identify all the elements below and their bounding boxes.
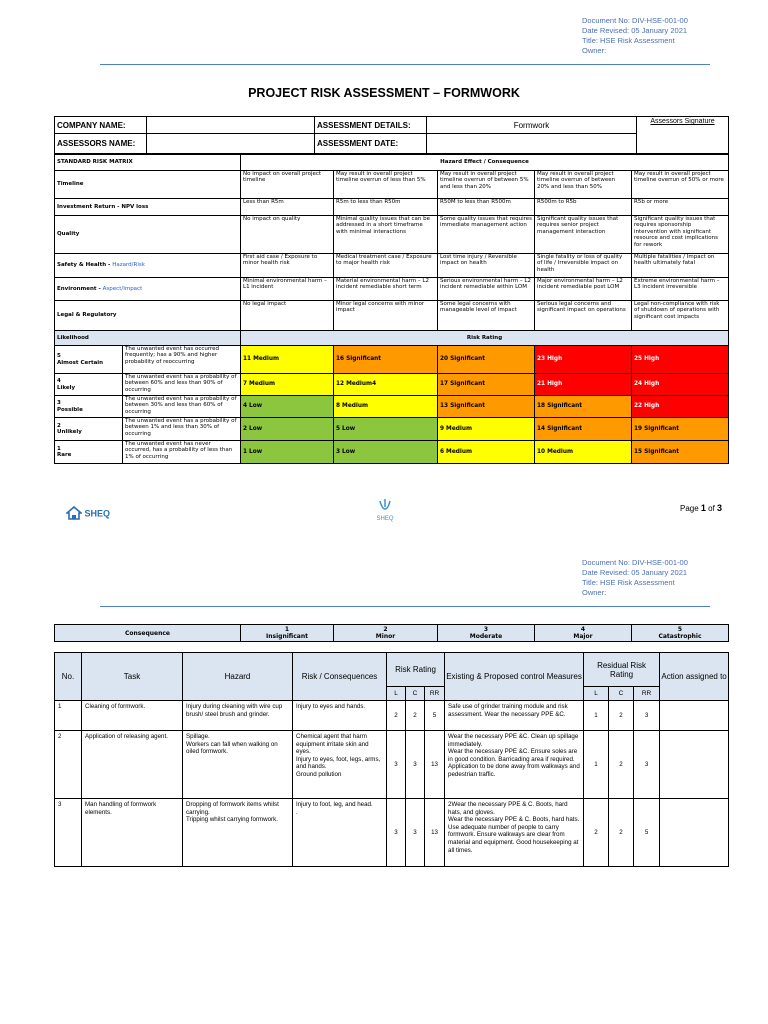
cell-rr: 13 <box>425 731 445 799</box>
col-res-rr: RR <box>634 687 660 701</box>
assessment-header-table <box>54 116 729 154</box>
company-name-field[interactable] <box>147 117 315 134</box>
matrix-cell: Serious legal concerns and significant impact on operations <box>535 301 632 331</box>
likelihood-label: Likelihood <box>55 331 241 346</box>
sheq-logo-left: SHEQ <box>66 506 110 522</box>
risk-rating-cell: 12 Medium4 <box>334 374 438 396</box>
cell-rc: 2 <box>609 701 634 731</box>
risk-rating-label: Risk Rating <box>241 331 729 346</box>
header-divider <box>100 606 710 607</box>
matrix-cell: R5b or more <box>632 199 729 216</box>
task-risk-table <box>54 652 729 867</box>
risk-rating-cell: 13 Significant <box>438 396 535 418</box>
matrix-cell: Minor legal concerns with minor impact <box>334 301 438 331</box>
col-measures: Existing & Proposed control Measures <box>445 653 584 701</box>
cell-no: 1 <box>55 701 82 731</box>
page-number: Page 1 of 3 <box>680 503 723 513</box>
cell-task: Cleaning of formwork. <box>82 701 183 731</box>
doc-title: Title: HSE Risk Assessment <box>582 36 675 45</box>
col-res-c: C <box>609 687 634 701</box>
risk-rating-cell: 16 Significant <box>334 346 438 374</box>
col-c: C <box>406 687 425 701</box>
likelihood-description: The unwanted event has a probability of between 30% and less than 60% of occurring <box>123 396 241 418</box>
doc-number: Document No: DIV-HSE-001-00 <box>582 558 688 567</box>
risk-rating-cell: 21 High <box>535 374 632 396</box>
matrix-cell: May result in overall project timeline overrun of 50% or more <box>632 171 729 199</box>
col-risk: Risk / Consequences <box>293 653 387 701</box>
col-action: Action assigned to <box>660 653 729 701</box>
risk-rating-cell: 17 Significant <box>438 374 535 396</box>
matrix-cell: Some legal concerns with manageable level of impact <box>438 301 535 331</box>
matrix-cell: No impact on overall project timeline <box>241 171 334 199</box>
cell-hazard: Injury during cleaning with wire cup brush/ steel brush and grinder. <box>183 701 293 731</box>
doc-owner: Owner: <box>582 588 607 597</box>
house-logo-icon <box>66 506 82 522</box>
details-value[interactable]: Formwork <box>427 117 637 134</box>
likelihood-description: The unwanted event has a probability of between 60% and less than 90% of occurring <box>123 374 241 396</box>
cell-measures: 2Wear the necessary PPE & C. Boots, hard hats, and gloves. Wear the necessary PPE & C. Boots, hard hats. Use adequate number of people to carry formwork. Ensure walkways are clear from material and equipment. Good housekeeping at all times. <box>445 799 584 867</box>
assessors-label: ASSESSORS NAME: <box>55 134 147 154</box>
matrix-cell: R50M to less than R500m <box>438 199 535 216</box>
cell-risk: Chemical agent that harm equipment irritate skin and eyes. Injury to eyes, foot, legs, arms, and hands. Ground pollution <box>293 731 387 799</box>
risk-rating-cell: 10 Medium <box>535 441 632 464</box>
risk-rating-cell: 2 Low <box>241 418 334 441</box>
risk-matrix-table <box>54 154 729 464</box>
cell-l: 2 <box>387 701 406 731</box>
matrix-cell: R5m to less than R50m <box>334 199 438 216</box>
matrix-cell: Medical treatment case / Exposure to major health risk <box>334 254 438 278</box>
date-field[interactable] <box>427 134 637 154</box>
cell-l: 3 <box>387 731 406 799</box>
cell-hazard: Spillage. Workers can fall when walking on oiled formwork. <box>183 731 293 799</box>
risk-rating-cell: 18 Significant <box>535 396 632 418</box>
matrix-cell: Significant quality issues that requires sponsorship intervention with significant resource and cost implications for rework <box>632 216 729 254</box>
cell-rl: 2 <box>584 799 609 867</box>
table-row <box>55 731 729 799</box>
date-label: ASSESSMENT DATE: <box>315 134 427 154</box>
page-title: PROJECT RISK ASSESSMENT – FORMWORK <box>248 86 520 100</box>
matrix-cell: Minimal environmental harm – L1 incident <box>241 278 334 301</box>
matrix-cell: Legal non-compliance with risk of shutdown of operations with significant cost impacts <box>632 301 729 331</box>
cell-rc: 2 <box>609 731 634 799</box>
likelihood-description: The unwanted event has occurred frequently; has a 90% and higher probability of reoccurring <box>123 346 241 374</box>
sheq-mark-icon <box>378 499 392 511</box>
matrix-cell: Material environmental harm – L2 incident remediable short term <box>334 278 438 301</box>
matrix-cell: Extreme environmental harm – L3 incident irreversible <box>632 278 729 301</box>
details-label: ASSESSMENT DETAILS: <box>315 117 427 134</box>
cell-rc: 2 <box>609 799 634 867</box>
cell-rr: 13 <box>425 799 445 867</box>
matrix-cell: R500m to R5b <box>535 199 632 216</box>
risk-rating-cell: 23 High <box>535 346 632 374</box>
assessors-name-field[interactable] <box>147 134 315 154</box>
likelihood-description: The unwanted event has never occurred, has a probability of less than 1% of occurring <box>123 441 241 464</box>
consequence-level: 3 Moderate <box>438 625 535 642</box>
matrix-row-label: Environment - Aspect/Impact <box>55 278 241 301</box>
matrix-cell: Minimal quality issues that can be addressed in a short timeframe with minimal interactions <box>334 216 438 254</box>
cell-action[interactable] <box>660 799 729 867</box>
consequence-table <box>54 624 729 642</box>
consequence-level: 5 Catastrophic <box>632 625 729 642</box>
consequence-label: Consequence <box>55 625 241 642</box>
col-task: Task <box>82 653 183 701</box>
cell-c: 3 <box>406 799 425 867</box>
cell-hazard: Dropping of formwork items whilst carrying. Tripping whilst carrying formwork. <box>183 799 293 867</box>
consequence-level: 2 Minor <box>334 625 438 642</box>
risk-rating-cell: 15 Significant <box>632 441 729 464</box>
risk-rating-cell: 4 Low <box>241 396 334 418</box>
cell-rrr: 5 <box>634 799 660 867</box>
consequence-level: 4 Major <box>535 625 632 642</box>
cell-c: 2 <box>406 701 425 731</box>
matrix-cell: Multiple fatalities / Impact on health ultimately fatal <box>632 254 729 278</box>
cell-risk: Injury to eyes and hands. <box>293 701 387 731</box>
matrix-row-label: Quality <box>55 216 241 254</box>
signature-label: Assessors Signature <box>637 117 729 154</box>
risk-rating-cell: 24 High <box>632 374 729 396</box>
col-hazard: Hazard <box>183 653 293 701</box>
aspect-impact-link[interactable]: Aspect/Impact <box>102 285 143 292</box>
risk-rating-cell: 14 Significant <box>535 418 632 441</box>
matrix-cell: Significant quality issues that requires senior project management interaction <box>535 216 632 254</box>
col-residual: Residual Risk Rating <box>584 653 660 687</box>
likelihood-level: 5 Almost Certain <box>55 346 123 374</box>
sheq-logo-center: SHEQ <box>372 498 398 522</box>
cell-l: 3 <box>387 799 406 867</box>
likelihood-level: 1 Rare <box>55 441 123 464</box>
cell-risk: Injury to foot, leg, and head. . <box>293 799 387 867</box>
matrix-cell: Serious environmental harm – L2 incident remediable within LOM <box>438 278 535 301</box>
matrix-cell: Single fatality or loss of quality of life / Irreversible impact on health <box>535 254 632 278</box>
col-res-l: L <box>584 687 609 701</box>
doc-title: Title: HSE Risk Assessment <box>582 578 675 587</box>
risk-rating-cell: 9 Medium <box>438 418 535 441</box>
cell-rr: 5 <box>425 701 445 731</box>
table-row <box>55 799 729 867</box>
matrix-cell: May result in overall project timeline overrun of less than 5% <box>334 171 438 199</box>
col-no: No. <box>55 653 82 701</box>
cell-rrr: 3 <box>634 701 660 731</box>
matrix-cell: Major environmental harm – L2 incident remediable post LOM <box>535 278 632 301</box>
cell-task: Man handling of formwork elements. <box>82 799 183 867</box>
matrix-row-label: Safety & Health - Hazard/Risk <box>55 254 241 278</box>
cell-rl: 1 <box>584 731 609 799</box>
cell-no: 3 <box>55 799 82 867</box>
cell-measures: Safe use of grinder training module and risk assessment. Wear the necessary PPE &C. <box>445 701 584 731</box>
likelihood-level: 3 Possible <box>55 396 123 418</box>
risk-rating-cell: 22 High <box>632 396 729 418</box>
cell-rl: 1 <box>584 701 609 731</box>
risk-rating-cell: 1 Low <box>241 441 334 464</box>
doc-number: Document No: DIV-HSE-001-00 <box>582 16 688 25</box>
matrix-row-label: Legal & Regulatory <box>55 301 241 331</box>
cell-c: 3 <box>406 731 425 799</box>
doc-date: Date Revised: 05 January 2021 <box>582 26 688 35</box>
doc-owner: Owner: <box>582 46 607 55</box>
matrix-cell: Less than R5m <box>241 199 334 216</box>
risk-rating-cell: 6 Medium <box>438 441 535 464</box>
likelihood-level: 4 Likely <box>55 374 123 396</box>
cell-action[interactable] <box>660 701 729 731</box>
matrix-cell: May result in overall project timeline overrun of between 5% and less than 20% <box>438 171 535 199</box>
risk-rating-cell: 20 Significant <box>438 346 535 374</box>
col-rr: RR <box>425 687 445 701</box>
risk-rating-cell: 3 Low <box>334 441 438 464</box>
matrix-cell: May result in overall project timeline overrun of between 20% and less than 50% <box>535 171 632 199</box>
consequence-level: 1 Insignificant <box>241 625 334 642</box>
matrix-row-label: Timeline <box>55 171 241 199</box>
matrix-cell: No impact on quality <box>241 216 334 254</box>
standard-matrix-label: STANDARD RISK MATRIX <box>55 155 241 171</box>
matrix-cell: First aid case / Exposure to minor health risk <box>241 254 334 278</box>
hazard-risk-link[interactable]: Hazard/Risk <box>112 262 145 269</box>
risk-rating-cell: 5 Low <box>334 418 438 441</box>
risk-rating-cell: 7 Medium <box>241 374 334 396</box>
cell-measures: Wear the necessary PPE &C. Clean up spillage immediately. Wear the necessary PPE &C. Ensure soles are in good condition. Barricading area if required. Application to be done away from walkways and pedestrian traffic. <box>445 731 584 799</box>
col-l: L <box>387 687 406 701</box>
header-divider <box>100 64 710 65</box>
risk-rating-cell: 11 Medium <box>241 346 334 374</box>
likelihood-description: The unwanted event has a probability of between 1% and less than 30% of occurring <box>123 418 241 441</box>
matrix-cell: No legal impact <box>241 301 334 331</box>
cell-no: 2 <box>55 731 82 799</box>
table-row <box>55 701 729 731</box>
document-info <box>582 16 688 56</box>
matrix-cell: Some quality issues that requires immediate management action <box>438 216 535 254</box>
doc-date: Date Revised: 05 January 2021 <box>582 568 688 577</box>
document-info-page2 <box>582 558 688 598</box>
matrix-cell: Lost time injury / Reversible impact on health <box>438 254 535 278</box>
cell-rrr: 3 <box>634 731 660 799</box>
cell-action[interactable] <box>660 731 729 799</box>
risk-rating-cell: 8 Medium <box>334 396 438 418</box>
company-label: COMPANY NAME: <box>55 117 147 134</box>
cell-task: Application of releasing agent. <box>82 731 183 799</box>
likelihood-level: 2 Unlikely <box>55 418 123 441</box>
risk-rating-cell: 25 High <box>632 346 729 374</box>
matrix-row-label: Investment Return - NPV loss <box>55 199 241 216</box>
col-risk-rating: Risk Rating <box>387 653 445 687</box>
risk-rating-cell: 19 Significant <box>632 418 729 441</box>
effect-label: Hazard Effect / Consequence <box>241 155 729 171</box>
